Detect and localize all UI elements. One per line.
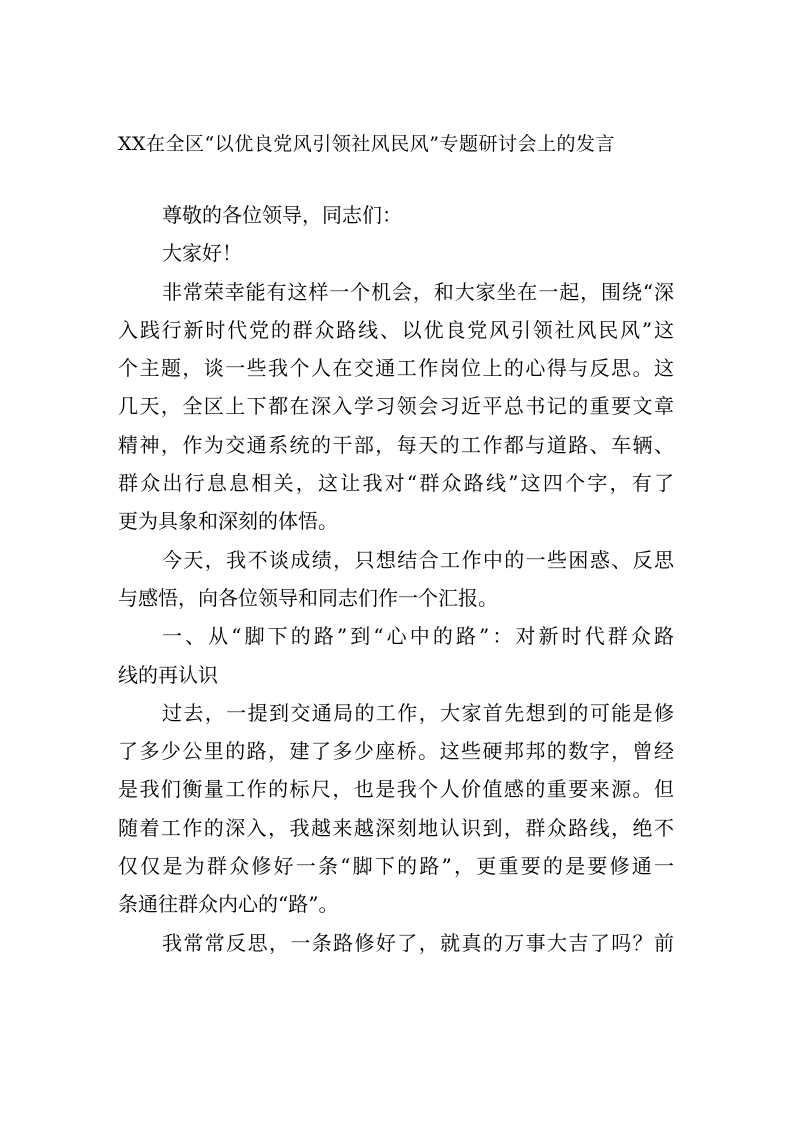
text-line: 几天，全区上下都在深入学习领会习近平总书记的重要文章 xyxy=(118,394,674,419)
text-line: 群众出行息息相关，这让我对“群众路线”这四个字，有了 xyxy=(118,471,674,496)
text-line: 入践行新时代党的群众路线、以优良党风引领社风民风”这 xyxy=(118,317,674,342)
text-line: 是我们衡量工作的标尺，也是我个人价值感的重要来源。但 xyxy=(118,777,674,802)
text-line: 大家好！ xyxy=(162,241,242,266)
document-body xyxy=(118,196,674,962)
text-line: 精神，作为交通系统的干部，每天的工作都与道路、车辆、 xyxy=(118,432,674,457)
text-line: 与感悟，向各位领导和同志们作一个汇报。 xyxy=(118,585,498,610)
text-line: 更为具象和深刻的体悟。 xyxy=(118,509,338,534)
text-line: 今天，我不谈成绩，只想结合工作中的一些困惑、反思 xyxy=(162,547,674,572)
document-title: XX在全区“以优良党风引领社风民风”专题研讨会上的发言 xyxy=(118,133,615,155)
text-line: 非常荣幸能有这样一个机会，和大家坐在一起，围绕“深 xyxy=(162,279,674,304)
text-line: 仅仅是为群众修好一条“脚下的路”，更重要的是要修通一 xyxy=(118,854,674,879)
text-line: 过去，一提到交通局的工作，大家首先想到的可能是修 xyxy=(162,700,674,725)
text-line: 个主题，谈一些我个人在交通工作岗位上的心得与反思。这 xyxy=(118,356,674,381)
text-line: 了多少公里的路，建了多少座桥。这些硬邦邦的数字，曾经 xyxy=(118,739,674,764)
text-line: 线的再认识 xyxy=(118,662,218,687)
text-line: 随着工作的深入，我越来越深刻地认识到，群众路线，绝不 xyxy=(118,815,674,840)
text-line: 一、从“脚下的路”到“心中的路”：对新时代群众路 xyxy=(162,624,674,649)
text-line: 尊敬的各位领导，同志们： xyxy=(162,203,402,227)
text-line: 我常常反思，一条路修好了，就真的万事大吉了吗？前 xyxy=(162,930,674,955)
text-line: 条通往群众内心的“路”。 xyxy=(118,892,339,917)
